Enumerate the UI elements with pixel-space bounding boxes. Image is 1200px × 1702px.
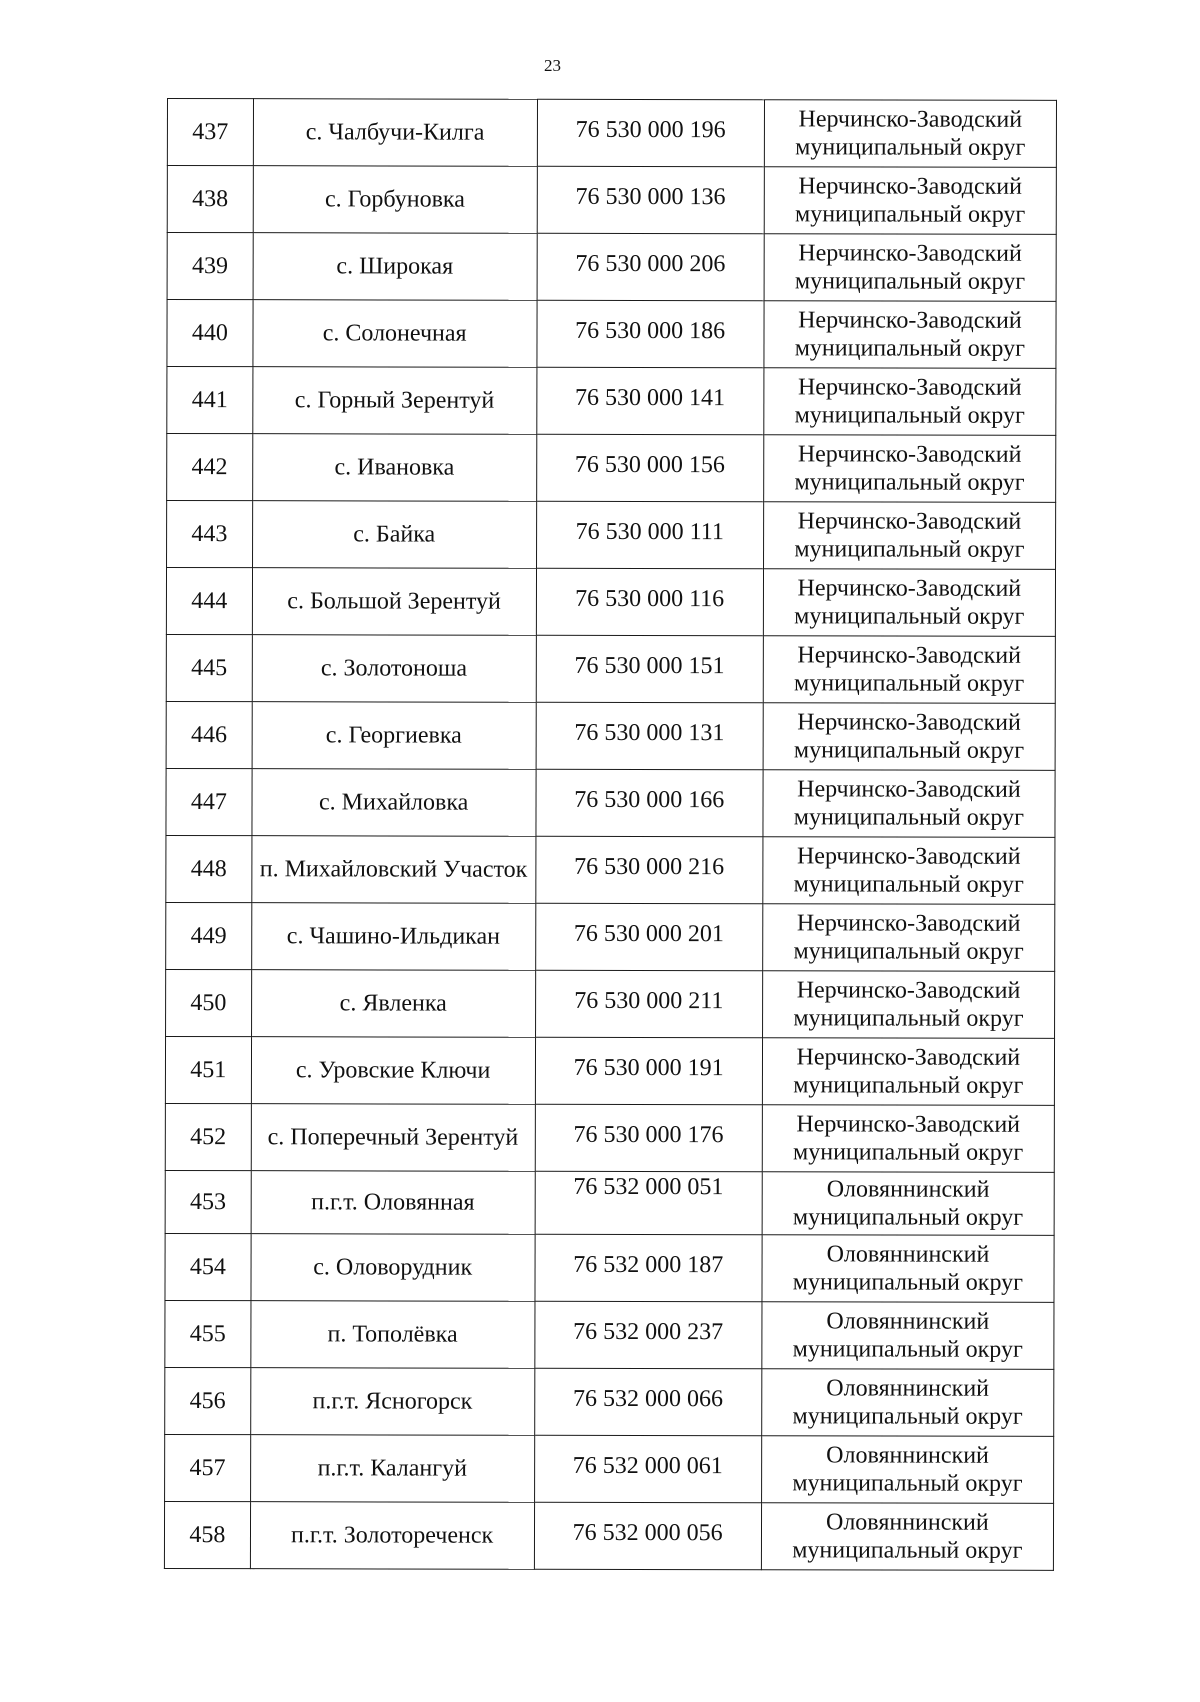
row-number: 449: [166, 902, 252, 969]
oktmo-code: 76 530 000 136: [537, 166, 764, 233]
settlement-name: с. Большой Зерентуй: [252, 568, 536, 636]
table-row: [166, 701, 1055, 770]
oktmo-code: 76 532 000 061: [534, 1435, 761, 1502]
row-number: 457: [165, 1434, 251, 1501]
district-type: муниципальный округ: [793, 1072, 1024, 1099]
oktmo-code: 76 530 000 201: [535, 903, 762, 970]
settlement-name: с. Чалбучи-Килга: [253, 99, 537, 167]
district-cell: [763, 703, 1055, 771]
district-name: Нерчинско-Заводский: [797, 709, 1021, 736]
table-row: [166, 835, 1055, 904]
row-number: 446: [166, 701, 252, 768]
row-number: 438: [167, 166, 253, 233]
district-name: Нерчинско-Заводский: [797, 374, 1022, 401]
district-type: муниципальный округ: [794, 335, 1025, 362]
district-cell: [764, 167, 1056, 235]
table-row: [166, 568, 1055, 637]
district-name: Нерчинско-Заводский: [798, 173, 1023, 200]
settlement-name: с. Солонечная: [253, 300, 537, 368]
table-row: [165, 1367, 1054, 1436]
row-number: 445: [166, 634, 252, 701]
settlement-name: с. Оловорудник: [251, 1234, 535, 1302]
settlement-name: с. Уровские Ключи: [251, 1037, 535, 1105]
table-row: [165, 1300, 1054, 1369]
table-row: [165, 1036, 1054, 1105]
district-name: Нерчинско-Заводский: [798, 106, 1023, 133]
district-cell: [762, 1105, 1054, 1173]
oktmo-code: 76 530 000 156: [536, 434, 763, 501]
row-number: 452: [165, 1103, 251, 1170]
district-type: муниципальный округ: [793, 737, 1025, 764]
page-number: 23: [544, 56, 561, 75]
row-number: 443: [167, 501, 253, 568]
row-number: 458: [164, 1501, 250, 1568]
district-type: муниципальный округ: [792, 1537, 1023, 1564]
settlement-name: п.г.т. Оловянная: [251, 1171, 535, 1235]
settlement-name: с. Георгиевка: [252, 702, 536, 770]
district-name: Нерчинско-Заводский: [796, 910, 1021, 937]
district-type: муниципальный округ: [793, 1139, 1024, 1166]
settlement-name: с. Горный Зерентуй: [252, 367, 536, 435]
settlement-name: с. Чашино-Ильдикан: [251, 903, 535, 971]
settlement-name: с. Ивановка: [252, 434, 536, 502]
row-number: 453: [165, 1170, 251, 1233]
table-row: [167, 166, 1056, 235]
district-name: Оловяннинский: [826, 1176, 990, 1203]
table-row: [165, 1233, 1054, 1302]
district-cell: [763, 569, 1055, 637]
district-cell: [762, 1038, 1054, 1106]
district-cell: [764, 368, 1056, 436]
district-cell: [763, 502, 1055, 570]
district-name: Оловяннинский: [826, 1442, 989, 1469]
settlement-name: п.г.т. Ясногорск: [250, 1368, 534, 1436]
district-cell: [761, 1436, 1053, 1504]
oktmo-code: 76 530 000 191: [535, 1037, 762, 1104]
district-type: муниципальный округ: [792, 1269, 1024, 1296]
district-name: Оловяннинский: [826, 1308, 990, 1335]
oktmo-code: 76 530 000 151: [536, 635, 763, 702]
settlement-name: с. Байка: [252, 501, 536, 569]
settlement-name: п.г.т. Золотореченск: [250, 1502, 534, 1570]
settlement-name: с. Поперечный Зерентуй: [251, 1104, 535, 1172]
table-row: [167, 367, 1056, 436]
table-row: [164, 1501, 1053, 1570]
settlement-name: с. Михайловка: [252, 769, 536, 837]
oktmo-code: 76 530 000 111: [536, 501, 763, 568]
settlement-name: п. Тополёвка: [251, 1301, 535, 1369]
district-cell: [762, 1302, 1054, 1370]
table-row: [167, 300, 1056, 369]
district-cell: [762, 904, 1054, 972]
district-type: муниципальный округ: [792, 1336, 1023, 1363]
district-cell: [763, 636, 1055, 704]
row-number: 447: [166, 768, 252, 835]
district-cell: [764, 234, 1056, 302]
settlement-name: с. Явленка: [251, 970, 535, 1038]
oktmo-code: 76 530 000 176: [535, 1104, 762, 1171]
table-row: [166, 902, 1055, 971]
district-cell: [764, 100, 1056, 168]
district-type: муниципальный округ: [794, 268, 1026, 295]
row-number: 437: [167, 99, 253, 166]
row-number: 451: [165, 1036, 251, 1103]
oktmo-code: 76 530 000 116: [536, 568, 763, 635]
district-name: Нерчинско-Заводский: [797, 776, 1021, 803]
district-cell: [761, 1369, 1053, 1437]
oktmo-code: 76 530 000 186: [537, 300, 764, 367]
district-type: муниципальный округ: [795, 201, 1026, 228]
district-name: Нерчинско-Заводский: [796, 843, 1021, 870]
table-row: [166, 969, 1055, 1038]
oktmo-code: 76 532 000 051: [535, 1171, 762, 1234]
oktmo-code: 76 530 000 211: [535, 970, 762, 1037]
table-row: [165, 1170, 1054, 1235]
settlement-name: п. Михайловский Участок: [252, 836, 536, 904]
row-number: 454: [165, 1233, 251, 1300]
district-cell: [763, 837, 1055, 905]
district-cell: [762, 971, 1054, 1039]
oktmo-code: 76 532 000 237: [534, 1301, 761, 1368]
district-type: муниципальный округ: [794, 402, 1025, 429]
district-name: Нерчинско-Заводский: [798, 307, 1022, 334]
district-name: Оловяннинский: [825, 1509, 989, 1536]
settlement-name: с. Золотоноша: [252, 635, 536, 703]
table-row: [167, 99, 1056, 168]
oktmo-code: 76 532 000 066: [534, 1368, 761, 1435]
table-row: [165, 1434, 1054, 1503]
row-number: 444: [166, 568, 252, 635]
settlements-table: [164, 98, 1057, 1571]
row-number: 448: [166, 835, 252, 902]
row-number: 455: [165, 1300, 251, 1367]
oktmo-code: 76 530 000 166: [536, 769, 763, 836]
district-name: Оловяннинский: [826, 1241, 990, 1268]
oktmo-code: 76 530 000 196: [537, 99, 764, 166]
settlement-name: с. Широкая: [253, 233, 537, 301]
district-name: Нерчинско-Заводский: [797, 441, 1022, 468]
district-type: муниципальный округ: [794, 469, 1025, 496]
district-name: Нерчинско-Заводский: [797, 575, 1022, 602]
district-name: Нерчинско-Заводский: [796, 1111, 1021, 1138]
table-row: [167, 233, 1056, 302]
oktmo-code: 76 530 000 141: [536, 367, 763, 434]
district-type: муниципальный округ: [792, 1470, 1023, 1497]
district-cell: [763, 770, 1055, 838]
district-type: муниципальный округ: [792, 1403, 1023, 1430]
district-type: муниципальный округ: [792, 1204, 1024, 1231]
row-number: 440: [167, 300, 253, 367]
row-number: 442: [167, 434, 253, 501]
district-name: Оловяннинский: [826, 1375, 990, 1402]
district-cell: [764, 301, 1056, 369]
table-row: [165, 1103, 1054, 1172]
row-number: 456: [165, 1367, 251, 1434]
district-name: Нерчинско-Заводский: [797, 508, 1022, 535]
oktmo-code: 76 530 000 131: [536, 702, 763, 769]
table-row: [167, 501, 1056, 570]
oktmo-code: 76 532 000 187: [535, 1234, 762, 1301]
district-name: Нерчинско-Заводский: [796, 977, 1021, 1004]
district-type: муниципальный округ: [793, 804, 1025, 831]
district-name: Нерчинско-Заводский: [796, 1044, 1021, 1071]
row-number: 439: [167, 233, 253, 300]
settlement-name: с. Горбуновка: [253, 166, 537, 234]
district-type: муниципальный округ: [793, 938, 1024, 965]
district-cell: [762, 1172, 1054, 1236]
settlement-name: п.г.т. Калангуй: [250, 1435, 534, 1503]
district-type: муниципальный округ: [794, 536, 1025, 563]
oktmo-code: 76 530 000 206: [537, 233, 764, 300]
district-type: муниципальный округ: [795, 134, 1026, 161]
district-cell: [762, 1235, 1054, 1303]
row-number: 441: [167, 367, 253, 434]
table-row: [166, 634, 1055, 703]
district-name: Нерчинско-Заводский: [797, 642, 1022, 669]
table-row: [167, 434, 1056, 503]
row-number: 450: [166, 969, 252, 1036]
district-type: муниципальный округ: [793, 1005, 1024, 1032]
district-type: муниципальный округ: [794, 670, 1025, 697]
oktmo-code: 76 530 000 216: [535, 836, 762, 903]
district-type: муниципальный округ: [794, 603, 1025, 630]
district-name: Нерчинско-Заводский: [798, 240, 1022, 267]
district-cell: [761, 1503, 1053, 1571]
oktmo-code: 76 532 000 056: [534, 1502, 761, 1569]
district-type: муниципальный округ: [793, 871, 1024, 898]
district-cell: [763, 435, 1055, 503]
table-row: [166, 768, 1055, 837]
